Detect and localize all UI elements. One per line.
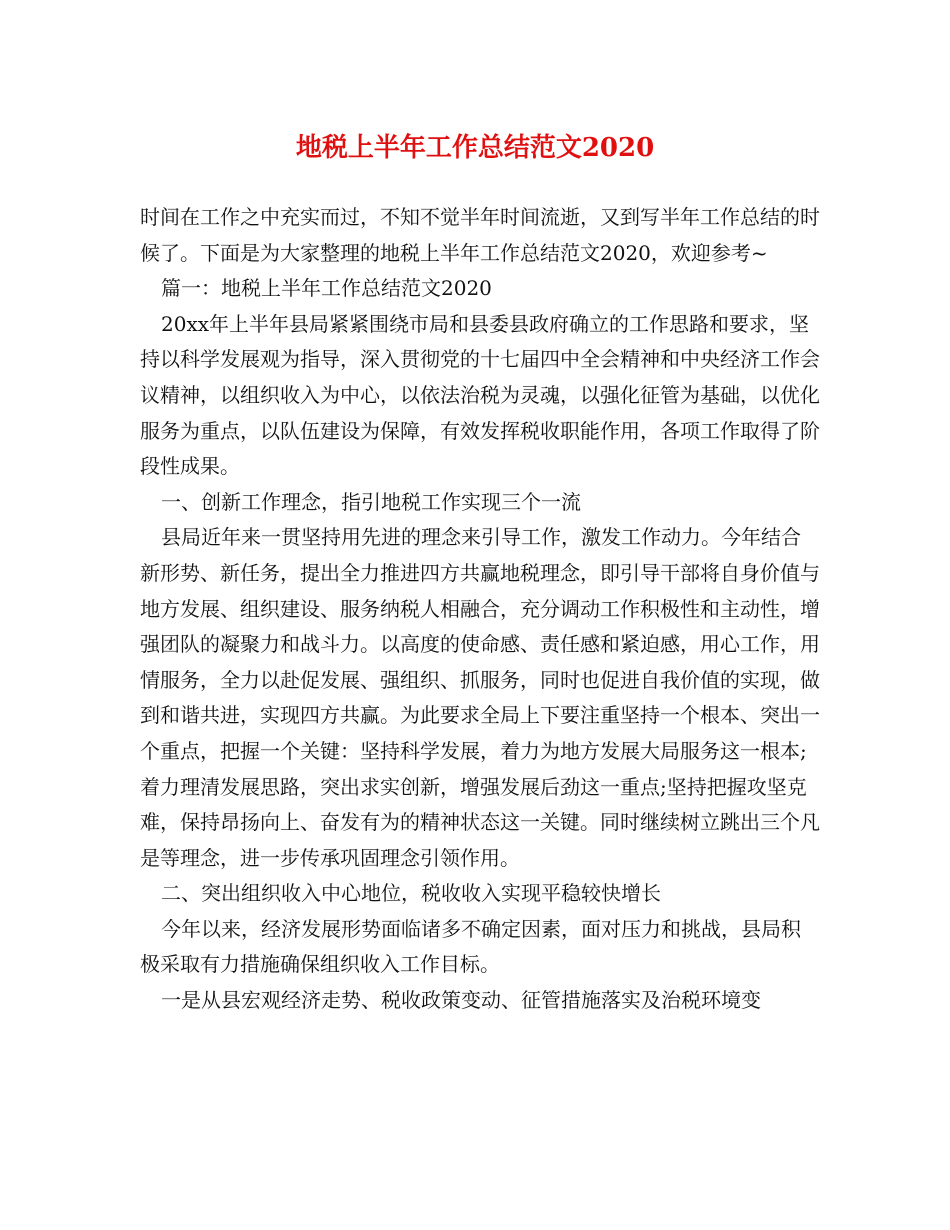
- paragraph-section-heading: 篇一：地税上半年工作总结范文2020: [161, 276, 492, 301]
- paragraph-concept: 县局近年来一贯坚持用先进的理念来引导工作，激发工作动力。今年结合新形势、新任务，提出全力推进四方共赢地税理念，即引导干部将自身价值与地方发展、组织建设、服务纳税人相融合，充分调动工作积极性和主动性，增强团队的凝聚力和战斗力。以高度的使命感、责任感和紧迫感，用心工作，用情服务，全力以赴促发展、强组织、抓服务，同时也促进自我价值的实现，做到和谐共进，实现四方共赢。为此要求全局上下要注重坚持一个根本、突出一个重点，把握一个关键：坚持科学发展，着力为地方发展大局服务这一根本;着力理清发展思路，突出求实创新，增强发展后劲这一重点;坚持把握攻坚克难，保持昂扬向上、奋发有为的精神状态这一关键。同时继续树立跳出三个凡是等理念，进一步传承巩固理念引领作用。: [140, 525, 820, 870]
- paragraph-overview: 20xx年上半年县局紧紧围绕市局和县委县政府确立的工作思路和要求，坚持以科学发展观为指导，深入贯彻党的十七届四中全会精神和中央经济工作会议精神，以组织收入为中心，以依法治税为灵魂，以强化征管为基础，以优化服务为重点，以队伍建设为保障，有效发挥税收职能作用，各项工作取得了阶段性成果。: [140, 311, 820, 479]
- document-title: 地税上半年工作总结范文2020: [295, 133, 655, 163]
- paragraph-intro: 时间在工作之中充实而过，不知不觉半年时间流逝，又到写半年工作总结的时候了。下面是为大家整理的地税上半年工作总结范文2020，欢迎参考~: [140, 205, 820, 265]
- paragraph-point-one: 一是从县宏观经济走势、税收政策变动、征管措施落实及治税环境变: [161, 988, 761, 1013]
- paragraph-heading-two: 二、突出组织收入中心地位，税收收入实现平稳较快增长: [161, 881, 661, 906]
- paragraph-heading-one: 一、创新工作理念，指引地税工作实现三个一流: [161, 489, 581, 514]
- paragraph-revenue: 今年以来，经济发展形势面临诸多不确定因素，面对压力和挑战，县局积极采取有力措施确保组织收入工作目标。: [140, 916, 801, 977]
- document-body: [140, 200, 820, 1019]
